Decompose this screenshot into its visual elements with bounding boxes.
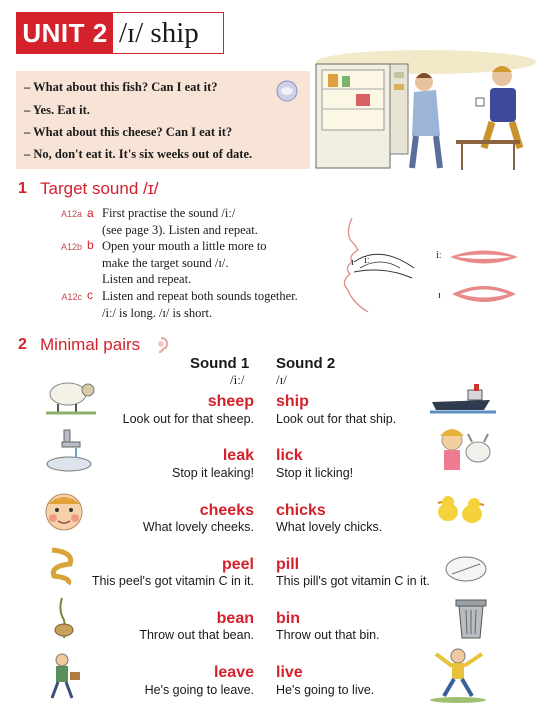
- sentence-sound-2: Throw out that bin.: [276, 628, 380, 642]
- section-2-title: Minimal pairs: [40, 335, 141, 354]
- bean-icon: [44, 594, 84, 642]
- mouth-label-short: ɪ: [438, 290, 441, 301]
- man-leaving-icon: [40, 652, 84, 702]
- girl-dog-icon: [432, 426, 496, 478]
- step-text: [102, 238, 267, 288]
- sentence-sound-1: What lovely cheeks.: [142, 520, 254, 534]
- face-icon: [42, 490, 86, 534]
- section-2-number: 2: [18, 336, 27, 353]
- word-sound-1: leak: [222, 447, 254, 464]
- diagram-label-long: iː: [364, 255, 370, 266]
- ear-icon: [154, 337, 168, 353]
- bin-icon: [452, 594, 490, 640]
- word-sound-2: live: [276, 664, 303, 681]
- step-b-line-2: make the target sound /ɪ/.: [102, 255, 229, 270]
- column-1-symbol: /iː/: [230, 372, 245, 387]
- word-sound-2: ship: [276, 393, 309, 410]
- step-text: [102, 288, 298, 321]
- word-sound-1: cheeks: [199, 502, 254, 519]
- step-a-line-2: (see page 3). Listen and repeat.: [102, 222, 258, 237]
- dialogue-line-2: – Yes. Eat it.: [24, 103, 90, 117]
- sentence-sound-2: What lovely chicks.: [276, 520, 383, 534]
- fridge-scene-illustration: [306, 44, 538, 174]
- step-c-line-2: /iː/ is long. /ɪ/ is short.: [102, 305, 213, 320]
- audio-track-label[interactable]: A12b: [60, 242, 82, 252]
- sentence-sound-2: Stop it licking!: [276, 466, 354, 480]
- column-1-heading: Sound 1: [190, 355, 250, 372]
- dialogue-box: [16, 71, 310, 169]
- step-text: [102, 205, 258, 238]
- sentence-sound-2: This pill's got vitamin C in it.: [276, 574, 430, 588]
- unit-header: [16, 12, 224, 54]
- sentence-sound-1: He's going to leave.: [144, 683, 254, 697]
- word-sound-2: bin: [276, 610, 300, 627]
- sentence-sound-2: Look out for that ship.: [276, 412, 397, 426]
- step-b-line-1: Open your mouth a little more to: [102, 239, 267, 253]
- mouth-label-long: iː: [436, 250, 442, 261]
- unit-title: /ɪ/ ship: [119, 16, 199, 49]
- tap-icon: [44, 428, 94, 474]
- step-a-line-1: First practise the sound /iː/: [102, 206, 236, 220]
- ship-icon: [430, 380, 496, 416]
- dialogue-line-1: – What about this fish? Can I eat it?: [24, 80, 218, 94]
- step-b-line-3: Listen and repeat.: [102, 272, 192, 286]
- sentence-sound-2: He's going to live.: [276, 683, 375, 697]
- man-jumping-icon: [428, 646, 490, 704]
- unit-label: UNIT 2: [17, 13, 113, 53]
- dialogue-line-4: – No, don't eat it. It's six weeks out of date.: [24, 147, 253, 161]
- step-letter: c: [87, 288, 93, 302]
- sticker-icon: [276, 80, 298, 102]
- dialogue-line-3: – What about this cheese? Can I eat it?: [24, 125, 233, 139]
- word-sound-1: sheep: [207, 393, 254, 410]
- chicks-icon: [434, 490, 490, 530]
- sheep-icon: [44, 374, 98, 416]
- mouth-profile-diagram: [330, 216, 422, 314]
- audio-track-label[interactable]: A12a: [60, 209, 82, 219]
- word-sound-1: bean: [216, 610, 254, 627]
- peel-icon: [44, 546, 78, 586]
- step-letter: b: [87, 238, 94, 252]
- sentence-sound-1: Throw out that bean.: [139, 628, 254, 642]
- audio-track-label[interactable]: A12c: [61, 292, 82, 302]
- word-sound-2: lick: [276, 447, 303, 464]
- diagram-label-short: ɪ: [351, 257, 354, 268]
- sentence-sound-1: Look out for that sheep.: [122, 412, 254, 426]
- sentence-sound-1: This peel's got vitamin C in it.: [91, 574, 254, 588]
- column-2-symbol: /ɪ/: [276, 372, 287, 387]
- word-sound-2: pill: [276, 556, 300, 573]
- word-sound-2: chicks: [276, 502, 326, 519]
- word-sound-1: leave: [213, 664, 254, 681]
- lips-long-icon: [448, 246, 520, 268]
- section-1-number: 1: [18, 180, 27, 197]
- step-c-line-1: Listen and repeat both sounds together.: [102, 289, 298, 303]
- section-1-title: Target sound /ɪ/: [40, 179, 159, 198]
- word-sound-1: peel: [221, 556, 254, 573]
- step-letter: a: [87, 206, 94, 220]
- column-2-heading: Sound 2: [276, 355, 336, 372]
- pill-icon: [444, 554, 488, 584]
- sentence-sound-1: Stop it leaking!: [172, 466, 254, 480]
- lips-short-icon: [450, 280, 518, 308]
